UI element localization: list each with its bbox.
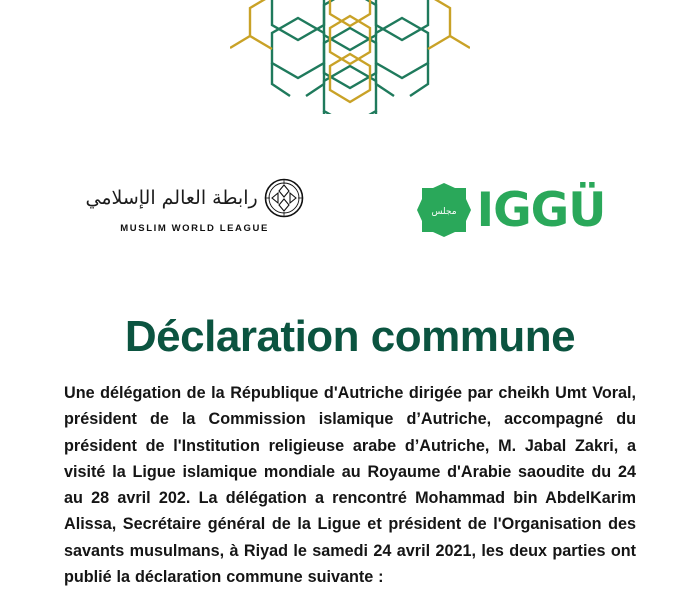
iggu-wordmark: IGGÜ — [476, 182, 606, 238]
mwl-seal-icon — [264, 178, 304, 218]
mwl-arabic-name: رابطة العالم الإسلامي — [85, 186, 258, 209]
iggu-star-mark-icon — [415, 181, 473, 239]
mwl-logo-row — [86, 178, 304, 218]
logo-row — [0, 178, 700, 258]
mwl-english-name: MUSLIM WORLD LEAGUE — [120, 223, 269, 234]
islamic-geometric-ornament — [0, 0, 700, 114]
document-paragraph: Une délégation de la République d'Autriche dirigée par cheikh Umt Voral, président de la Commission islamique d’Autriche, accompagné du président de l'Institution religieuse arabe d’Autriche, M. Jabal Zakri, a visité la Ligue islamique mondiale au Royaume d'Arabie saoudite du 24 au 28 avril 202. La délégation a rencontré Mohammad bin AbdelKarim Alissa, Secrétaire général de la Ligue et président de l'Organisation des savants musulmans, à Riyad le samedi 24 avril 2021, les deux parties ont publié la déclaration commune suivante : — [64, 384, 636, 586]
svg-text:مجلس: مجلس — [431, 207, 457, 217]
muslim-world-league-logo — [85, 178, 295, 234]
iggu-logo — [415, 180, 606, 240]
page-title: Déclaration commune — [124, 312, 576, 362]
